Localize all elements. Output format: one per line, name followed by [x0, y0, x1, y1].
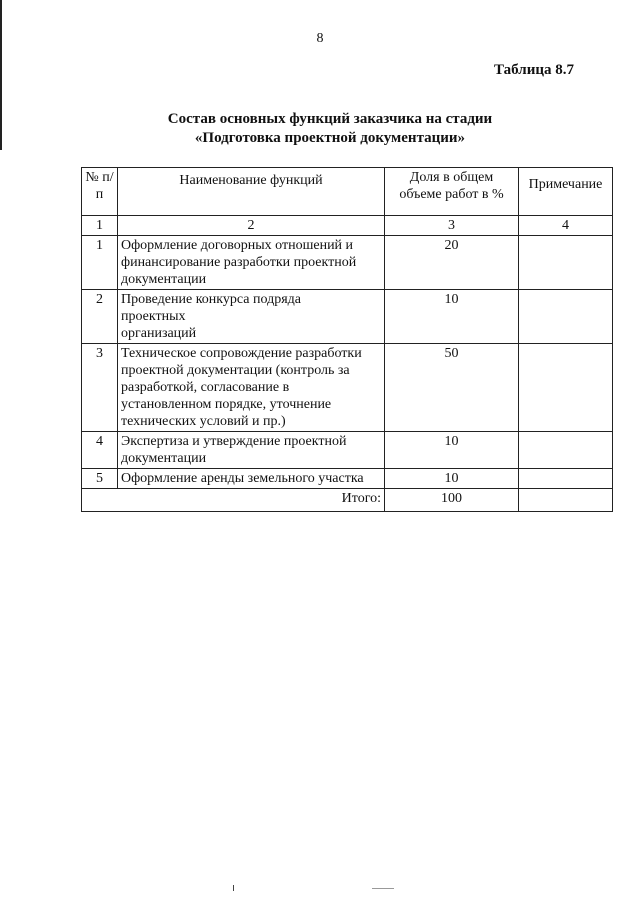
table-header-row — [82, 168, 613, 216]
column-index: 2 — [118, 216, 385, 236]
column-index: 1 — [82, 216, 118, 236]
title-line-1: Состав основных функций заказчика на стадии — [167, 111, 493, 127]
table-title — [0, 110, 640, 148]
total-value: 100 — [385, 489, 519, 512]
table-row — [82, 290, 613, 344]
total-label: Итого: — [82, 489, 385, 512]
table-row — [82, 344, 613, 432]
scan-speck — [233, 885, 234, 891]
column-index: 4 — [519, 216, 613, 236]
row-number: 1 — [82, 236, 118, 290]
row-function-name-line: проектных — [121, 309, 186, 324]
table-row — [82, 469, 613, 489]
row-function-name-line: организаций — [121, 326, 197, 341]
table-row — [82, 432, 613, 469]
header-note: Примечание — [519, 168, 613, 216]
table-number: Таблица 8.7 — [494, 62, 574, 78]
column-index: 3 — [385, 216, 519, 236]
row-number: 2 — [82, 290, 118, 344]
row-note — [519, 344, 613, 432]
row-note — [519, 432, 613, 469]
row-number: 4 — [82, 432, 118, 469]
row-function-name: Экспертиза и утверждение проектной документации — [118, 432, 385, 469]
row-function-name-line: Проведение конкурса подряда — [121, 292, 301, 307]
row-share: 20 — [385, 236, 519, 290]
row-number: 3 — [82, 344, 118, 432]
row-note — [519, 290, 613, 344]
table-row — [82, 236, 613, 290]
functions-table — [81, 167, 613, 512]
row-function-name: Оформление аренды земельного участка — [118, 469, 385, 489]
row-note — [519, 236, 613, 290]
header-function-name: Наименование функций — [118, 168, 385, 216]
total-note — [519, 489, 613, 512]
title-line-2: «Подготовка проектной документации» — [194, 130, 466, 146]
row-function-name: Оформление договорных отношений и финансирование разработки проектной документации — [118, 236, 385, 290]
row-function-name: Техническое сопровождение разработки проектной документации (контроль за разработкой, согласование в установленном порядке, уточнение технических условий и пр.) — [118, 344, 385, 432]
header-share: Доля в общем объеме работ в % — [385, 168, 519, 216]
row-share: 10 — [385, 432, 519, 469]
total-row — [82, 489, 613, 512]
header-number: № п/п — [82, 168, 118, 216]
row-number: 5 — [82, 469, 118, 489]
page-number: 8 — [316, 31, 324, 46]
row-note — [519, 469, 613, 489]
row-function-name — [118, 290, 385, 344]
scan-speck — [372, 888, 394, 889]
column-index-row — [82, 216, 613, 236]
row-share: 50 — [385, 344, 519, 432]
row-share: 10 — [385, 469, 519, 489]
row-share: 10 — [385, 290, 519, 344]
